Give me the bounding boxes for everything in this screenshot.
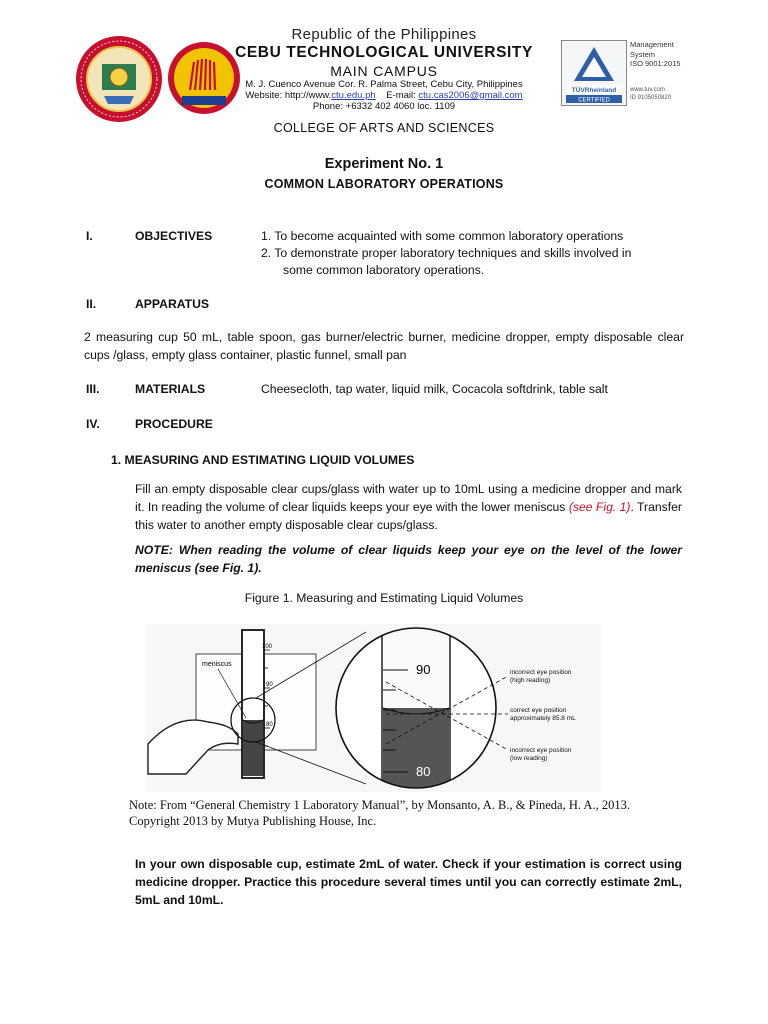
apparatus-list: 2 measuring cup 50 mL, table spoon, gas burner/electric burner, medicine dropper, empty disposable clear cups /glass, empty glass container, plastic funnel, small pan xyxy=(84,330,684,362)
tuv-line-2: System xyxy=(630,49,656,59)
figure-caption: Figure 1. Measuring and Estimating Liquid Volumes xyxy=(244,591,524,605)
experiment-title: Experiment No. 1 xyxy=(324,156,444,172)
materials-roman: III. xyxy=(86,382,100,396)
university-seal-logo xyxy=(74,34,164,124)
zoom-90-label: 90 xyxy=(416,662,431,677)
tuv-site: www.tuv.com xyxy=(630,87,665,93)
letterhead xyxy=(210,26,558,112)
objective-1: 1. To become acquainted with some common laboratory operations xyxy=(261,229,624,243)
contact-line xyxy=(210,90,558,101)
phone-line: Phone: +6332 402 4060 loc. 1109 xyxy=(312,101,456,112)
address-line: M. J. Cuenco Avenue Cor. R. Palma Street, Cebu City, Philippines xyxy=(245,79,523,90)
tick-100-label: 100 xyxy=(262,644,273,650)
para1-text-b: . Transfer this water to another empty disposable clear cups/glass. xyxy=(135,500,682,532)
college-name: COLLEGE OF ARTS AND SCIENCES xyxy=(273,121,495,135)
materials-list: Cheesecloth, tap water, liquid milk, Cocacola softdrink, table salt xyxy=(261,382,608,396)
label-correct-2: approximately 85.8 mL xyxy=(510,715,576,722)
tuv-certification-badge xyxy=(561,40,627,106)
tuv-triangle-icon xyxy=(562,41,626,105)
university-name: CEBU TECHNOLOGICAL UNIVERSITY xyxy=(235,44,533,61)
meniscus-label: meniscus xyxy=(202,661,232,668)
experiment-subtitle: COMMON LABORATORY OPERATIONS xyxy=(264,177,504,191)
tuv-brand-text: TÜVRheinland xyxy=(571,87,617,94)
website-link[interactable]: ctu.edu.ph xyxy=(331,90,376,101)
procedure-paragraph-1 xyxy=(135,480,682,534)
para1-text-a: Fill an empty disposable clear cups/glass with water up to 10mL using a medicine dropper and mark it. In reading the volume of clear liquids keeps your eye with the lower meniscus xyxy=(135,482,682,514)
cylinder-liquid xyxy=(243,720,263,776)
label-correct-1: correct eye position xyxy=(510,707,567,714)
apparatus-label: APPARATUS xyxy=(135,297,210,311)
procedure-note: NOTE: When reading the volume of clear liquids keep your eye on the level of the lower meniscus (see Fig. 1). xyxy=(135,543,682,575)
apparatus-roman: II. xyxy=(86,297,97,311)
zoom-80-label: 80 xyxy=(416,764,431,779)
figure-source-note-1: Note: From “General Chemistry 1 Laboratory Manual”, by Monsanto, A. B., & Pineda, H. A., 2013. xyxy=(129,798,630,812)
email-link[interactable]: ctu.cas2006@gmail.com xyxy=(418,90,523,101)
objective-2-line-2: some common laboratory operations. xyxy=(283,263,485,277)
procedure-paragraph-2: In your own disposable cup, estimate 2mL of water. Check if your estimation is correct using medicine dropper. Practice this procedure several times until you can correctly estimate 2mL, 5mL and 10mL. xyxy=(135,857,682,907)
tuv-line-3: ISO 9001:2015 xyxy=(630,59,681,68)
objectives-label: OBJECTIVES xyxy=(135,229,213,243)
republic-line: Republic of the Philippines xyxy=(291,26,477,43)
label-low-1: incorrect eye position xyxy=(510,747,572,754)
figure-1-meniscus-diagram xyxy=(146,624,601,792)
step-1-title: 1. MEASURING AND ESTIMATING LIQUID VOLUMES xyxy=(111,453,415,467)
procedure-roman: IV. xyxy=(86,417,100,431)
objectives-roman: I. xyxy=(86,229,93,243)
tuv-certified-text: CERTIFIED xyxy=(578,97,610,104)
label-high-2: (high reading) xyxy=(510,677,551,684)
website-label: Website: http://www. xyxy=(245,90,332,101)
para1-figure-ref: (see Fig. 1) xyxy=(568,500,631,514)
tuv-line-1: Management xyxy=(630,40,674,49)
tuv-management-text xyxy=(630,40,680,69)
materials-label: MATERIALS xyxy=(135,382,206,396)
tuv-cert-info xyxy=(630,86,671,102)
objective-2-line-1: 2. To demonstrate proper laboratory techniques and skills involved in xyxy=(261,246,632,260)
campus-name: MAIN CAMPUS xyxy=(330,63,438,79)
tick-90-label: 90 xyxy=(266,682,273,688)
email-label: E-mail: xyxy=(386,90,419,101)
figure-source-note-2: Copyright 2013 by Mutya Publishing House, Inc. xyxy=(129,814,377,828)
label-high-1: incorrect eye position xyxy=(510,669,572,676)
tuv-id: ID 9105050820 xyxy=(630,95,672,101)
label-low-2: (low reading) xyxy=(510,755,548,762)
tick-80-label: 80 xyxy=(266,722,273,728)
procedure-label: PROCEDURE xyxy=(135,417,213,431)
